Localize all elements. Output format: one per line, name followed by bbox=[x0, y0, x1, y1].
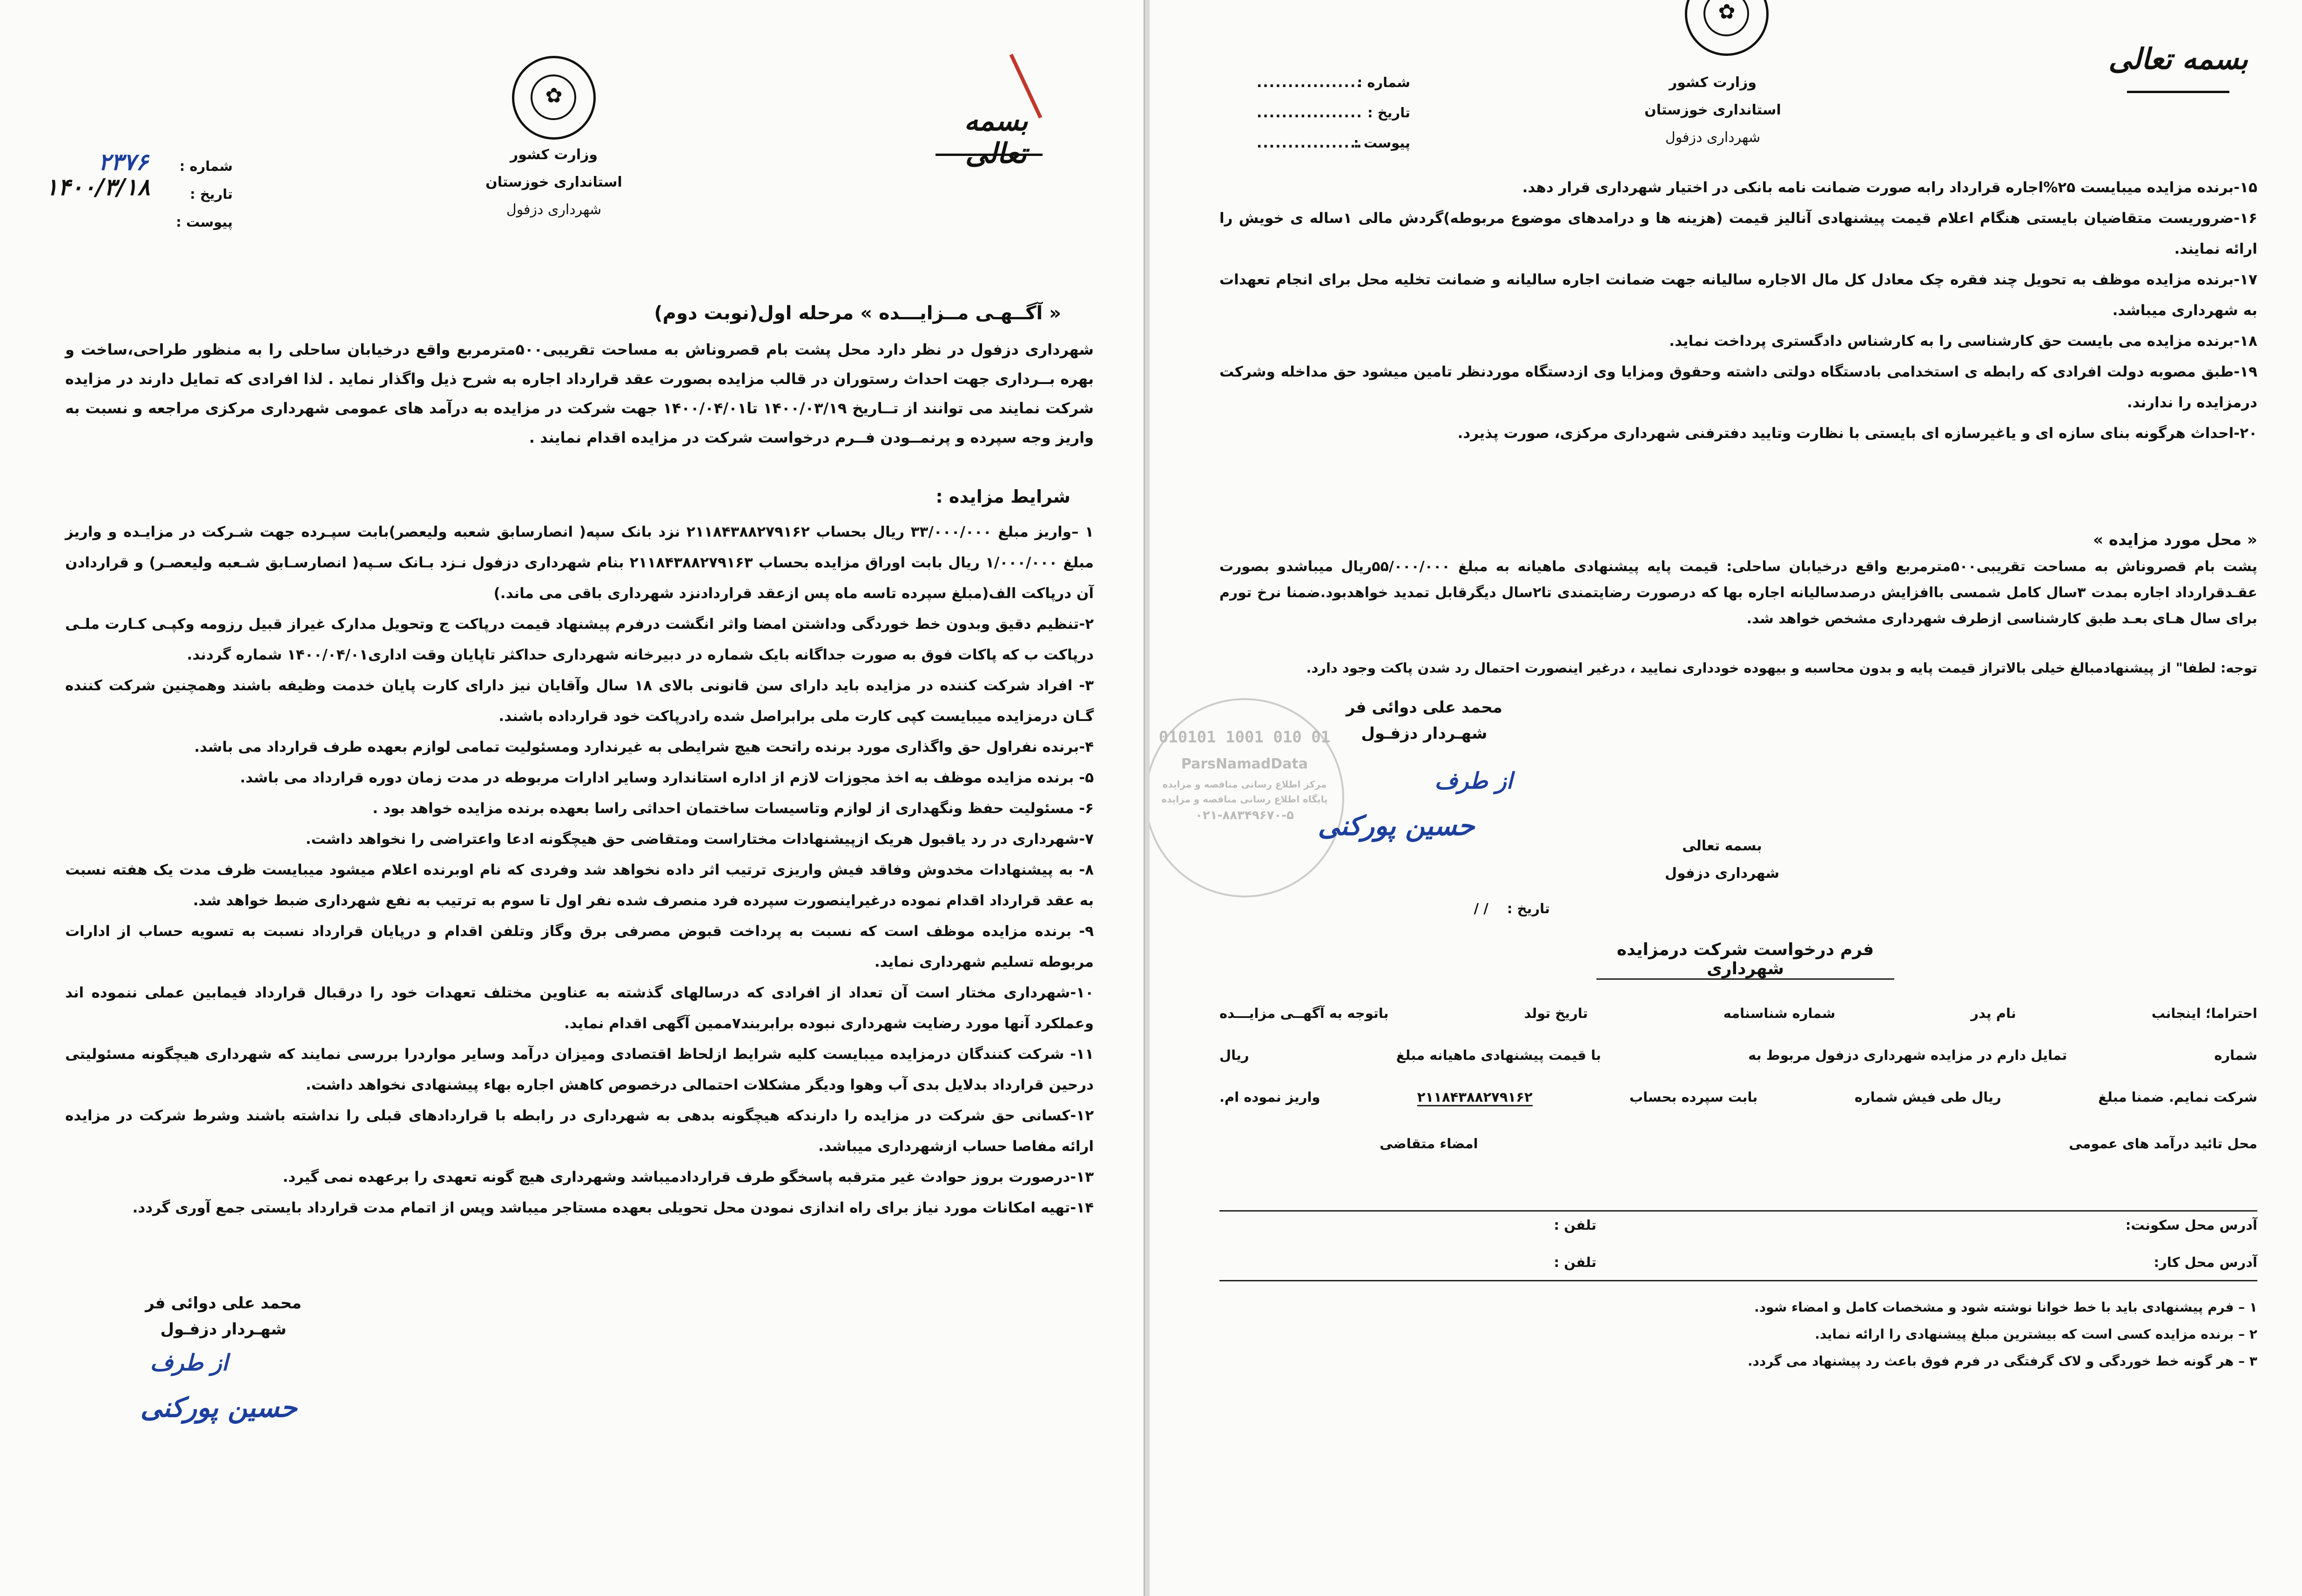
header-block bbox=[1634, 74, 1792, 146]
revenue-confirm-label: محل تائید درآمد های عمومی bbox=[2069, 1136, 2257, 1152]
handwritten-on-behalf: از طرف bbox=[150, 1350, 228, 1376]
handwritten-signature: حسین پورکنی bbox=[140, 1392, 297, 1423]
phone-label-2[interactable]: تلفن : bbox=[1554, 1254, 1596, 1270]
condition-item: ۵- برنده مزایده موظف به اخذ مجوزات لازم از اداره استاندارد وسایر ادارات مربوطه در مدت زمان دوره قرارداد می باشد. bbox=[240, 769, 1094, 786]
municipality-logo: ✿ bbox=[512, 56, 596, 140]
form-title: فرم درخواست شرکت درمزایده شهرداری bbox=[1596, 940, 1894, 980]
handwritten-date: ۱۴۰۰/۳/۱۸ bbox=[45, 173, 150, 201]
condition-item: ۱۵-برنده مزایده میبایست ۲۵%اجاره قرارداد رابه صورت ضمانت نامه بانکی در اختیار شهرداری قرار دهد. bbox=[1522, 179, 2257, 196]
condition-item: ۱۲-کسانی حق شرکت در مزایده را دارندکه هیچگونه بدهی به شهرداری در رابطه با قراردادهای قبلی را نداشته باشند وشرط شرکت در مزایده ارائه مفاصا حساب ازشهرداری میباشد. bbox=[65, 1107, 1094, 1155]
form-note: ۲ – برنده مزایده کسی است که بیشترین مبلغ پیشنهادی را ارائه نماید. bbox=[1815, 1327, 2257, 1342]
field-monthly-price[interactable]: با قیمت پیشنهادی ماهیانه مبلغ bbox=[1396, 1047, 1602, 1063]
field-number[interactable]: شماره bbox=[2214, 1047, 2257, 1063]
handwritten-bismillah: بسمه تعالی bbox=[2108, 42, 2248, 76]
date-blank: ................. bbox=[1257, 105, 1363, 121]
attachment-label: پیوست : bbox=[1353, 135, 1410, 151]
form-date bbox=[1373, 901, 1550, 916]
field-deposit-account: بابت سپرده بحساب bbox=[1629, 1089, 1758, 1105]
field-id-number[interactable]: شماره شناسنامه bbox=[1723, 1005, 1836, 1021]
conditions-list-continued bbox=[1219, 172, 2257, 449]
field-auction-subject[interactable]: تمایل دارم در مزایده شهرداری دزفول مربوط به bbox=[1748, 1047, 2067, 1063]
attachment-label: پیوست : bbox=[176, 214, 233, 230]
number-blank: ................. bbox=[1257, 74, 1363, 91]
handwritten-bismillah: بسمه تعالی bbox=[964, 105, 1028, 170]
account-number: ۲۱۱۸۴۳۸۸۲۷۹۱۶۲ bbox=[1417, 1089, 1533, 1106]
work-address-label[interactable]: آدرس محل کار: bbox=[2154, 1254, 2257, 1270]
date-label: تاریخ : bbox=[1367, 105, 1410, 121]
header-org1: وزارت کشور bbox=[1669, 74, 1757, 91]
location-text: پشت بام قصروناش به مساحت تقریبی۵۰۰مترمربع واقع درخیابان ساحلی: قیمت پایه پیشنهادی ماهیانه به مبلغ ۵۵/۰۰۰/۰۰۰ریال میباشدو بصورت عقـدقرارداد اجاره بمدت ۳سال کامل شمسی باافزایش درصدسالیانه اجاره بها که درصورت رضایتمندی تا۲سال دیگرقابل تمدید خواهدبود.ضمنا نرخ تورم برای سال هـای بعـد طبق کارشناسی ازطرف شهرداری مشخص خواهد شد. bbox=[1219, 559, 2257, 627]
form-note: ۳ – هر گونه خط خوردگی و لاک گرفتگی در فرم فوق باعث رد پیشنهاد می گردد. bbox=[1747, 1354, 2257, 1369]
header-org3: شهرداری دزفول bbox=[1665, 129, 1761, 146]
header-org2: استانداری خوزستان bbox=[1644, 102, 1781, 118]
field-birth-date[interactable]: تاریخ تولد bbox=[1524, 1005, 1588, 1021]
bismillah-underline bbox=[936, 154, 1043, 156]
condition-item: ۱ –واریز مبلغ ۳۳/۰۰۰/۰۰۰ ریال بحساب ۲۱۱۸۴۳۸۸۲۷۹۱۶۲ نزد بانک سپه( انصارسابق شعبه ولیعصر)بابت سپـرده جهت شـرکت در مزایـده و واریز مبلغ ۱/۰۰۰/۰۰۰ ریال بابت اوراق مزایده بحساب ۲۱۱۸۴۳۸۸۲۷۹۱۶۳ بنام شهرداری دزفول نـزد بـانک سـپه( انصارسـابق شـعبه ولیعصـر) و قراردادن آن درپاکت الف(مبلغ سپرده تاسه ماه پس ازعقد قراردادنزد شهرداری باقی می ماند.) bbox=[65, 524, 1094, 602]
field-announcement-ref: باتوجه به آگهــی مزایـــده bbox=[1219, 1005, 1389, 1021]
mayor-name: محمد علی دوائی فر bbox=[145, 1294, 302, 1313]
field-receipt-number[interactable]: ریال طی فیش شماره bbox=[1854, 1089, 2001, 1105]
handwritten-on-behalf: از طرف bbox=[1434, 768, 1513, 794]
condition-item: ۱۸-برنده مزایده می بایست حق کارشناسی را به کارشناس دادگستری پرداخت نماید. bbox=[1669, 333, 2257, 350]
right-page bbox=[1150, 0, 2302, 1596]
date-label: تاریخ : bbox=[190, 186, 233, 202]
condition-item: ۱۴-تهیه امکانات مورد نیاز برای راه اندازی نمودن محل تحویلی بعهده مستاجر میباشد وپس از اتمام مدت قرارداد بایستی جمع آوری گردد. bbox=[132, 1199, 1094, 1216]
form-org: شهرداری دزفول bbox=[1664, 865, 1779, 882]
field-deposit-done: واریز نموده ام. bbox=[1219, 1089, 1320, 1105]
header-org3: شهرداری دزفول bbox=[506, 202, 602, 218]
condition-item: ۱۳-درصورت بروز حوادث غیر مترقبه پاسخگو طرف قراردادمیباشد وشهرداری هیچ گونه تعهدی را برعهده نمی گیرد. bbox=[283, 1169, 1094, 1185]
applicant-signature-label: امضاء متقاضی bbox=[1380, 1136, 1478, 1152]
form-divider bbox=[1219, 1280, 2257, 1281]
watermark-line2: پایگاه اطلاع رسانی مناقصه و مزایده bbox=[1161, 794, 1328, 805]
header-block bbox=[475, 147, 633, 218]
location-title: « محل مورد مزایده » bbox=[2093, 531, 2257, 549]
mayor-role: شهـردار دزفـول bbox=[160, 1320, 287, 1339]
field-father-name[interactable]: نام پدر bbox=[1971, 1005, 2016, 1021]
header-org2: استانداری خوزستان bbox=[485, 174, 622, 190]
field-rial-unit: ریال bbox=[1219, 1047, 1249, 1063]
mayor-role: شهـردار دزفـول bbox=[1361, 724, 1488, 743]
announcement-title: « آگــهـی مــزایـــده » مرحله اول(نوبت دوم) bbox=[654, 303, 1061, 324]
watermark-line1: مرکز اطلاع رسانی مناقصه و مزایده bbox=[1162, 779, 1327, 790]
attachment-blank: ................. bbox=[1257, 135, 1363, 151]
form-notes bbox=[1219, 1294, 2257, 1375]
condition-item: ۱۰-شهرداری مختار است آن تعداد از افرادی که درسالهای گذشته به عناوین مختلف تعهدات خود را درقبال قرارداد فیمابین عملی ننموده اند وعملکرد آنها مورد رضایت شهرداری نبوده برابربند۷ممین آگهی اقدام نماید. bbox=[65, 984, 1094, 1032]
handwritten-signature: حسین پورکنی bbox=[1318, 810, 1475, 842]
condition-item: ۱۶-ضروریست متقاضیان بایستی هنگام اعلام قیمت پیشنهادی آنالیز قیمت (هزینه ها و درامدهای موضوع مربوطه)گردش مالی ۱ساله ی خویش را ارائه نمایند. bbox=[1219, 210, 2257, 257]
form-header bbox=[1624, 838, 1820, 882]
condition-item: ۴-برنده نفراول حق واگذاری مورد برنده راتحت هیچ شرایطی به غیرندارد ومسئولیت تمامی لوازم بعهده طرف قرارداد می باشد. bbox=[194, 739, 1094, 755]
number-label: شماره : bbox=[1357, 74, 1410, 90]
announcement-intro: شهرداری دزفول در نظر دارد محل پشت بام قصروناش به مساحت تقریبی۵۰۰مترمربع واقع درخیابان ساحلی را به منظور طراحی،ساخت و بهره بــرداری جهت احداث رستوران در قالب مزایده بصورت عقد قرارداد اجاره به شرح ذیل واگذار نماید . لذا افرادی که تمایل دارند در مزایده شرکت نمایند می توانند از تــاریخ ۱۴۰۰/۰۳/۱۹ تا۱۴۰۰/۰۴/۰۱ جهت شرکت در مزایده به درآمد های عمومی شهرداری مرکزی مراجعه و نسبت به واریز وجه سپرده و پرنمــودن فــرم درخواست شرکت در مزایده اقدام نمایند . bbox=[65, 341, 1094, 446]
header-org1: وزارت کشور bbox=[510, 147, 598, 163]
mayor-signature bbox=[1294, 698, 1555, 743]
condition-item: ۲-تنظیم دقیق وبدون خط خوردگی وداشتن امضا واثر انگشت درفرم پیشنهاد قیمت درپاکت ج وتحویل مدارک غیراز قبیل رزومه وکپـی کـارت ملـی درپاکت ب که پاکات فوق به صورت جداگانه بایک شماره در دبیرخانه شهرداری حداکثر تاپایان وقت اداری۱۴۰۰/۰۴/۰۱ شماره گردند. bbox=[65, 616, 1094, 663]
form-divider bbox=[1219, 1210, 2257, 1212]
form-note: ۱ – فرم پیشنهادی باید با خط خوانا نوشته شود و مشخصات کامل و امضاء شود. bbox=[1754, 1300, 2257, 1315]
field-applicant[interactable]: احتراما؛ اینجانب bbox=[2151, 1005, 2257, 1021]
form-bismillah: بسمه تعالی bbox=[1682, 838, 1762, 854]
handwritten-number: ۲۳۷۶ bbox=[98, 148, 148, 175]
number-label: شماره : bbox=[179, 158, 233, 174]
left-page bbox=[0, 0, 1145, 1596]
form-date-slashes: / / bbox=[1474, 901, 1488, 916]
municipality-logo: ✿ bbox=[1685, 0, 1769, 56]
condition-item: ۸- به پیشنهادات مخدوش وفاقد فیش واریزی ترتیب اثر داده نخواهد شد وفردی که نام اوبرنده اعلام میشود میبایست ظرف مدت یک هفته نسبت به عقد قرارداد اقدام نموده درغیراینصورت سپرده فرد منصرف شده نفر اول تا سوم به ترتیب به نفع شهرداری ضبط خواهد شد. bbox=[65, 862, 1094, 909]
mayor-signature bbox=[93, 1294, 354, 1339]
conditions-title: شرایط مزایده : bbox=[936, 486, 1070, 507]
form-row2 bbox=[1219, 1047, 2257, 1063]
condition-item: ۱۹-طبق مصوبه دولت افرادی که رابطه ی استخدامی بادستگاه دولتی داشته وحقوق ومزایا وی ازدستگاه موردنظر تامین میشود حق مداخله وشرکت درمزایده را ندارند. bbox=[1219, 364, 2257, 411]
watermark-digits: 010101 1001 010 01 bbox=[1158, 728, 1331, 747]
field-deposit-amount[interactable]: شرکت نمایم. ضمنا مبلغ bbox=[2098, 1089, 2257, 1105]
condition-item: ۷-شهرداری در رد یاقبول هریک ازپیشنهادات مختاراست ومتقاضی حق هیچگونه ادعا واعتراضی را نخواهد داشت. bbox=[305, 831, 1094, 848]
location-note: توجه: لطفا" از پیشنهادمبالغ خیلی بالاتراز قیمت پایه و بدون محاسبه و بیهوده خودداری نمایید ، درغیر اینصورت احتمال رد شدن پاکت وجود دارد. bbox=[1306, 660, 2257, 676]
home-address-label[interactable]: آدرس محل سکونت: bbox=[2125, 1217, 2257, 1233]
form-date-label: تاریخ : bbox=[1507, 901, 1550, 916]
mayor-name: محمد علی دوائی فر bbox=[1346, 698, 1502, 717]
conditions-list bbox=[65, 517, 1094, 1223]
condition-item: ۲۰-احداث هرگونه بنای سازه ای و یاغیرسازه ای بایستی با نظارت وتایید دفترفنی شهرداری مرکزی، صورت پذیرد. bbox=[1457, 425, 2257, 442]
condition-item: ۳- افراد شرکت کننده در مزایده باید دارای سن قانونی بالای ۱۸ سال وآقایان نیز دارای کارت پایان خدمت وظیفه باشند وهمچنین شرکت کننده گـان درمزایده میبایست کپی کارت ملی برابراصل شده رادرپاکت خود قرارداده باشند. bbox=[65, 677, 1094, 725]
watermark-brand: ParsNamadData bbox=[1181, 756, 1308, 772]
condition-item: ۱۱- شرکت کنندگان درمزایده میبایست کلیه شرایط ازلحاظ اقتصادی ومیزان درآمد وسایر مواردرا بررسی نمایند که شهرداری هیچگونه مسئولیتی درحین قرارداد بدلایل بدی آب وهوا ودیگر مشکلات احتمالی درخصوص کاهش اجاره بهاء پیشنهادی نخواهد داشت. bbox=[65, 1046, 1094, 1093]
phone-label-1[interactable]: تلفن : bbox=[1554, 1217, 1596, 1233]
watermark-phone: ۰۲۱-۸۸۳۴۹۶۷۰-۵ bbox=[1195, 808, 1294, 822]
condition-item: ۹- برنده مزایده موظف است که نسبت به پرداخت قبوض مصرفی برق وگاز وتلفن اقدام و درپایان قرارداد نسبت به تسویه حساب از ادارات مربوطه تسلیم شهرداری نماید. bbox=[65, 923, 1094, 970]
form-row1 bbox=[1219, 1005, 2257, 1021]
bismillah-underline bbox=[2127, 91, 2229, 93]
form-row3 bbox=[1219, 1089, 2257, 1106]
condition-item: ۱۷-برنده مزایده موظف به تحویل چند فقره چک معادل کل مال الاجاره سالیانه جهت ضمانت اجاره سالیانه و ضمانت تخلیه محل برای انجام تعهدات به شهرداری میباشد. bbox=[1219, 271, 2257, 319]
condition-item: ۶- مسئولیت حفظ ونگهداری از لوازم وتاسیسات ساختمان احداثی راسا بعهده برنده مزایده خواهد بود . bbox=[372, 800, 1094, 817]
